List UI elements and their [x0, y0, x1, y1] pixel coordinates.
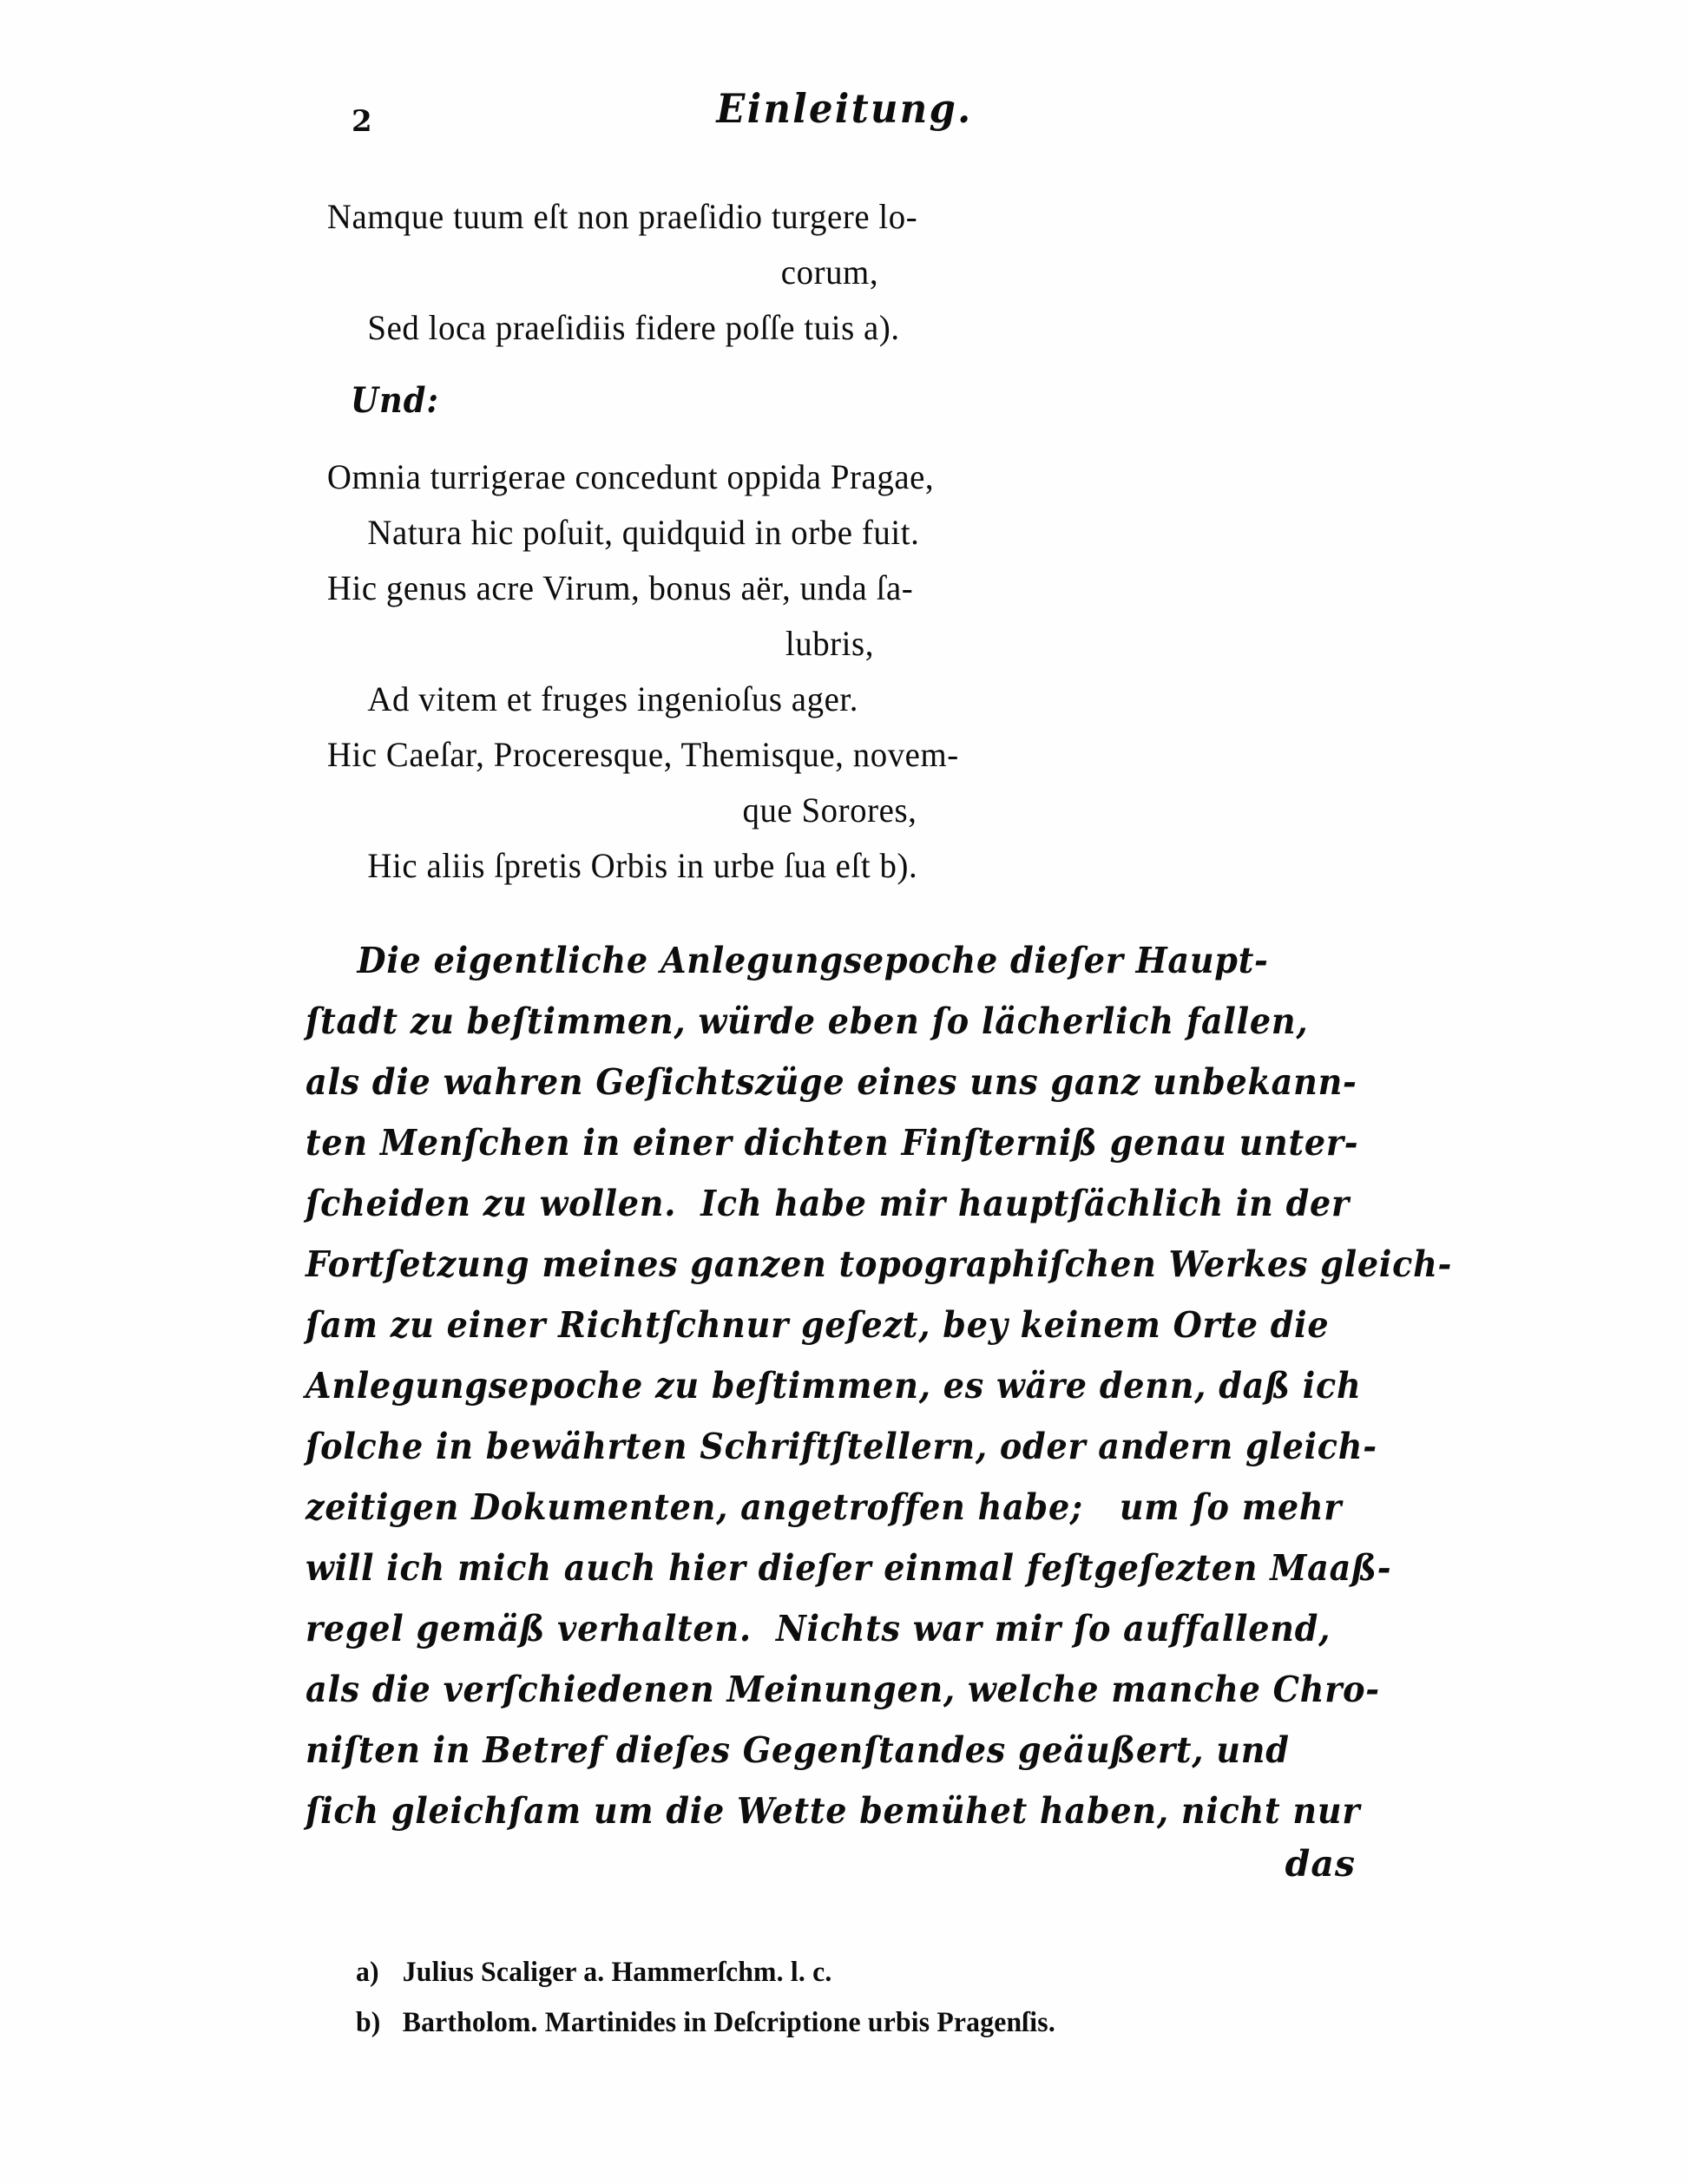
verse-line: Natura hic poſuit, quidquid in orbe fuit. [367, 513, 920, 552]
page-number: 2 [352, 104, 373, 139]
body-line: ten Menſchen in einer dichten Finſterniß genau unter- [306, 1122, 1359, 1164]
body-line: als die wahren Geſichtszüge eines uns ganz unbekann- [306, 1061, 1357, 1103]
footnote-text: Julius Scaliger a. Hammerſchm. l. c. [402, 1957, 832, 1988]
body-line: ſolche in bewährten Schriftſtellern, oder andern gleich- [306, 1426, 1377, 1467]
footnote-marker: a) [356, 1957, 379, 1988]
german-body-paragraph [306, 930, 1453, 1841]
verse-line: Hic aliis ſpretis Orbis in urbe ſua eſt b). [367, 846, 918, 885]
body-line: ſcheiden zu wollen. Ich habe mir hauptſächlich in der [306, 1183, 1350, 1224]
body-line: regel gemäß verhalten. Nichts war mir ſo auffallend, [306, 1608, 1331, 1649]
catchword: das [1285, 1843, 1356, 1885]
latin-verse-block-two [295, 449, 1397, 894]
footnote-a [356, 1947, 1356, 1997]
body-line: niſten in Betref dieſes Gegenſtandes geäußert, und [306, 1729, 1290, 1771]
verse-line: Ad vitem et fruges ingenioſus ager. [367, 679, 859, 718]
body-line: ſich gleichſam um die Wette bemühet haben, nicht nur [306, 1790, 1361, 1832]
body-line: Anlegungsepoche zu beſtimmen, es wäre denn, daß ich [306, 1365, 1362, 1407]
verse-line: Namque tuum eſt non praeſidio turgere lo- [326, 197, 918, 236]
verse-line: Hic genus acre Virum, bonus aër, unda ſa- [326, 568, 914, 607]
verse-line: Hic Caeſar, Proceresque, Themisque, novem- [326, 735, 959, 774]
body-line: Fortſetzung meines ganzen topographiſchen Werkes gleich- [306, 1243, 1453, 1285]
footnote-text: Bartholom. Martinides in Deſcriptione urbis Pragenſis. [402, 2007, 1055, 2038]
verse-line: lubris, [785, 624, 875, 663]
latin-verse-block-one [295, 189, 1397, 356]
body-line: will ich mich auch hier dieſer einmal feſtgeſezten Maaß- [306, 1547, 1392, 1589]
page-title: Einleitung. [716, 85, 973, 132]
verse-line: Sed loca praeſidiis fidere poſſe tuis a). [367, 308, 900, 347]
running-head [0, 85, 1689, 154]
verse-line: que Sorores, [742, 790, 917, 830]
body-line: als die verſchiedenen Meinungen, welche manche Chro- [306, 1669, 1380, 1710]
footnote-block [356, 1947, 1397, 2048]
verse-line: Omnia turrigerae concedunt oppida Pragae, [326, 457, 935, 496]
und-label: Und: [351, 380, 439, 421]
footnote-marker: b) [356, 2007, 381, 2038]
body-line: ſam zu einer Richtſchnur geſezt, bey keinem Orte die [306, 1304, 1330, 1346]
body-line: ſtadt zu beſtimmen, würde eben ſo lächerlich fallen, [306, 1000, 1309, 1042]
body-line: zeitigen Dokumenten, angetroffen habe; um ſo mehr [306, 1486, 1343, 1528]
body-line: Die eigentliche Anlegungsepoche dieſer Haupt- [357, 940, 1269, 981]
footnote-b [356, 1997, 1356, 2048]
verse-line: corum, [780, 253, 879, 292]
